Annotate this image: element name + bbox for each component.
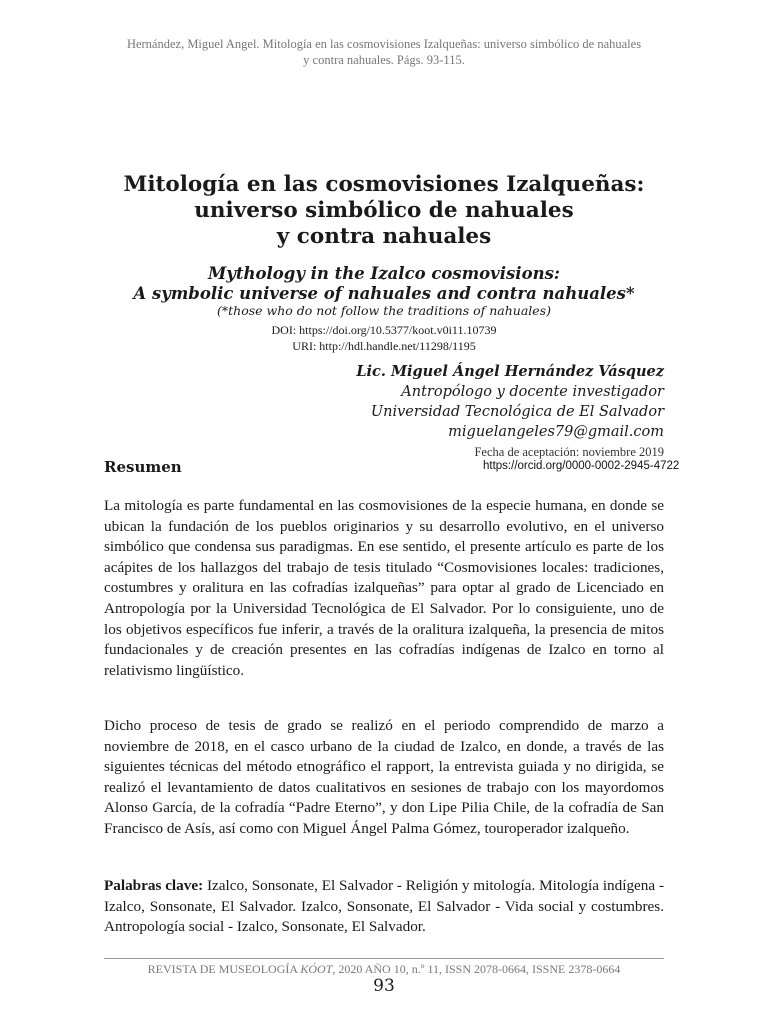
- journal-prefix: REVISTA DE MUSEOLOGÍA: [147, 962, 301, 976]
- keywords-label: Palabras clave:: [104, 877, 204, 894]
- author-block: [356, 362, 664, 442]
- acceptance-date: Fecha de aceptación: noviembre 2019: [474, 445, 664, 459]
- running-header: [80, 36, 688, 68]
- running-header-line-1: Hernández, Miguel Angel. Mitología en las cosmovisiones Izalqueñas: universo simbólico de nahuales: [126, 37, 642, 51]
- keywords-text: Izalco, Sonsonate, El Salvador - Religión y mitología. Mitología indígena - Izalco, Sonsonate, El Salvador. Izalco, Sonsonate, El Salvador - Vida social y costumbres. Antropología social - Izalco, Sonsonate, El Salvador.: [104, 877, 665, 936]
- english-title-line-1: Mythology in the Izalco cosmovisions:: [208, 264, 560, 283]
- english-title-note: (*those who do not follow the traditions of nahuales): [217, 303, 551, 318]
- english-title: [60, 264, 708, 304]
- article-identifiers: [60, 322, 708, 354]
- doi-link[interactable]: DOI: https://doi.org/10.5377/koot.v0i11.10739: [271, 323, 497, 337]
- author-role: Antropólogo y docente investigador: [401, 384, 664, 400]
- abstract-paragraph-2: Dicho proceso de tesis de grado se realizó en el periodo comprendido de marzo a noviembre de 2018, en el casco urbano de la ciudad de Izalco, en donde, a través de las siguientes técnicas del método etnográfico el rapport, la entrevista guiada y no dirigida, se realizó el levantamiento de datos cualitativos en sesiones de trabajo con los mayordomos Alonso García, de la cofradía “Padre Eterno”, y don Lipe Pilia Chile, de la cofradía de San Francisco de Asís, así como con Miguel Ángel Palma Gómez, touroperador izalqueño.: [104, 717, 664, 837]
- article-title-line-1: Mitología en las cosmovisiones Izalqueñas:: [123, 172, 645, 197]
- article-title: [60, 172, 708, 250]
- abstract-heading: Resumen: [104, 458, 182, 476]
- author-institution: Universidad Tecnológica de El Salvador: [370, 404, 664, 420]
- english-title-line-2: A symbolic universe of nahuales and contra nahuales*: [133, 284, 635, 303]
- uri-link[interactable]: URI: http://hdl.handle.net/11298/1195: [292, 339, 476, 353]
- author-email[interactable]: miguelangeles79@gmail.com: [448, 424, 664, 440]
- article-title-line-3: y contra nahuales: [276, 224, 492, 249]
- footer-divider: [104, 958, 664, 959]
- journal-suffix: , 2020 AÑO 10, n.º 11, ISSN 2078-0664, ISSNE 2378-0664: [332, 962, 621, 976]
- keywords-paragraph: [104, 876, 664, 938]
- article-title-line-2: universo simbólico de nahuales: [194, 198, 574, 223]
- page-number: 93: [373, 976, 395, 996]
- author-name: Lic. Miguel Ángel Hernández Vásquez: [356, 363, 664, 380]
- journal-name: KÓOT: [300, 962, 333, 976]
- journal-footer: [60, 962, 708, 976]
- abstract-paragraph-1: La mitología es parte fundamental en las cosmovisiones de la especie humana, en donde se ubican la fundación de los pueblos originarios y su desarrollo evolutivo, en el universo simbólico que condensa sus paradigmas. En ese sentido, el presente artículo es parte de los acápites de los hallazgos del trabajo de tesis titulado “Cosmovisiones locales: tradiciones, costumbres y oralitura en las cofradías izalqueñas” para optar al grado de Licenciado en Antropología por la Universidad Tecnológica de El Salvador. Por lo consiguiente, uno de los objetivos específicos fue inferir, a través de la oralitura izalqueña, la presencia de mitos fundacionales y de creación presentes en las cofradías indígenas de Izalco en torno al relativismo lingüístico.: [104, 497, 664, 679]
- orcid-link[interactable]: https://orcid.org/0000-0002-2945-4722: [483, 460, 680, 472]
- running-header-line-2: y contra nahuales. Págs. 93-115.: [303, 53, 465, 67]
